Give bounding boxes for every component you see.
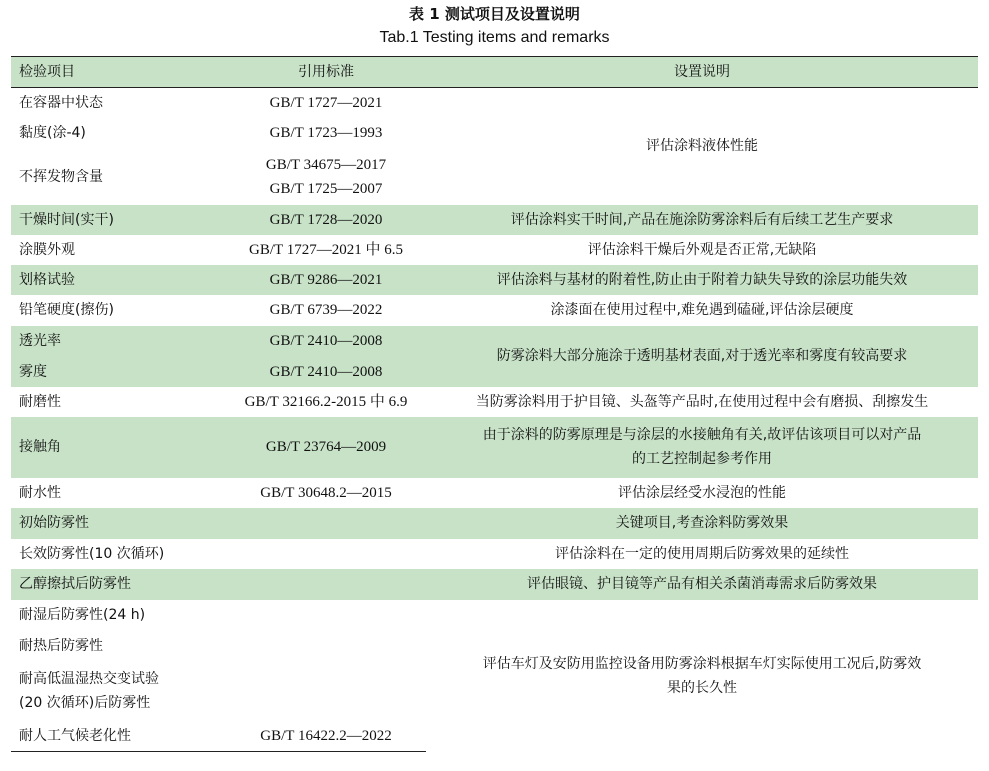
item-cell: 耐人工气候老化性 <box>11 721 226 752</box>
table-row <box>11 569 978 600</box>
table-row <box>11 235 978 265</box>
table-row <box>11 265 978 295</box>
item-cell: 耐热后防雾性 <box>19 637 103 654</box>
item-line: (20 次循环)后防雾性 <box>19 694 151 711</box>
item-cell: 乙醇擦拭后防雾性 <box>19 576 131 592</box>
remarks-line: 果的长久性 <box>667 679 737 696</box>
table-row <box>11 478 978 508</box>
header-standard: 引用标准 <box>226 57 426 88</box>
standard-cell <box>226 149 426 205</box>
remarks-cell: 评估涂料干燥后外观是否正常,无缺陷 <box>587 241 817 258</box>
item-cell: 长效防雾性(10 次循环) <box>19 545 165 562</box>
table-row <box>11 387 978 417</box>
item-cell: 干燥时间(实干) <box>19 211 114 228</box>
header-row <box>11 57 978 88</box>
table-row <box>11 326 978 357</box>
standard-cell: GB/T 1727—2021 <box>269 94 383 111</box>
table-row <box>11 295 978 326</box>
table-title-cn: 表 1 测试项目及设置说明 <box>409 5 580 23</box>
remarks-cell: 评估涂料与基材的附着性,防止由于附着力缺失导致的涂层功能失效 <box>496 271 908 288</box>
item-cell: 黏度(涂-4) <box>19 125 86 141</box>
table-row <box>11 600 978 631</box>
remarks-cell <box>426 600 978 752</box>
standard-line: GB/T 34675—2017 <box>265 156 387 173</box>
standard-cell <box>226 661 426 721</box>
standard-line: GB/T 1725—2007 <box>269 180 383 197</box>
remarks-cell: 评估涂层经受水浸泡的性能 <box>618 484 786 501</box>
standard-cell: GB/T 16422.2—2022 <box>226 721 426 752</box>
standard-cell <box>226 569 426 600</box>
table-title-en: Tab.1 Testing items and remarks <box>379 29 610 46</box>
testing-items-table <box>11 56 978 752</box>
item-cell: 接触角 <box>19 439 61 455</box>
remarks-cell: 评估涂料实干时间,产品在施涂防雾涂料后有后续工艺生产要求 <box>510 211 894 228</box>
table-row <box>11 88 978 118</box>
item-cell <box>11 661 226 721</box>
standard-cell: GB/T 2410—2008 <box>269 333 383 349</box>
standard-cell: GB/T 32166.2-2015 中 6.9 <box>244 393 408 410</box>
remarks-cell: 涂漆面在使用过程中,难免遇到磕碰,评估涂层硬度 <box>550 302 854 318</box>
standard-cell: GB/T 1723—1993 <box>269 125 383 141</box>
table-row <box>11 508 978 539</box>
remarks-line: 评估车灯及安防用监控设备用防雾涂料根据车灯实际使用工况后,防雾效 <box>482 655 922 672</box>
remarks-cell: 关键项目,考查涂料防雾效果 <box>615 515 789 531</box>
standard-cell <box>226 508 426 539</box>
remarks-line: 由于涂料的防雾原理是与涂层的水接触角有关,故评估该项目可以对产品 <box>482 427 922 443</box>
item-line: 耐高低温湿热交变试验 <box>19 670 159 687</box>
item-cell: 耐磨性 <box>19 393 61 410</box>
header-remarks: 设置说明 <box>426 57 978 88</box>
standard-cell: GB/T 1727—2021 中 6.5 <box>249 241 403 258</box>
remarks-line: 的工艺控制起参考作用 <box>632 451 772 467</box>
standard-cell: GB/T 9286—2021 <box>269 271 383 288</box>
item-cell: 雾度 <box>19 363 47 380</box>
remarks-cell: 防雾涂料大部分施涂于透明基材表面,对于透光率和雾度有较高要求 <box>496 348 908 364</box>
item-cell: 初始防雾性 <box>19 515 89 531</box>
item-cell: 不挥发物含量 <box>19 168 103 185</box>
remarks-cell: 评估涂料在一定的使用周期后防雾效果的延续性 <box>555 545 849 562</box>
table-row <box>11 205 978 235</box>
item-cell: 涂膜外观 <box>19 241 75 258</box>
item-cell: 耐湿后防雾性(24 h) <box>19 607 146 623</box>
item-cell: 在容器中状态 <box>19 94 103 111</box>
standard-cell: GB/T 2410—2008 <box>269 363 383 380</box>
table-row <box>11 417 978 478</box>
standard-cell <box>226 539 426 569</box>
standard-cell: GB/T 1728—2020 <box>269 211 383 228</box>
standard-cell: GB/T 30648.2—2015 <box>260 484 392 501</box>
item-cell: 划格试验 <box>19 271 75 288</box>
remarks-cell: 当防雾涂料用于护目镜、头盔等产品时,在使用过程中会有磨损、刮擦发生 <box>475 393 929 410</box>
item-cell: 透光率 <box>19 333 61 349</box>
item-cell: 铅笔硬度(擦伤) <box>19 302 114 318</box>
item-cell: 耐水性 <box>19 484 61 501</box>
table-row <box>11 539 978 569</box>
standard-cell: GB/T 6739—2022 <box>269 302 383 318</box>
remarks-cell <box>426 417 978 478</box>
remarks-cell: 评估涂料液体性能 <box>646 138 758 155</box>
standard-cell: GB/T 23764—2009 <box>265 439 387 455</box>
standard-cell <box>226 631 426 661</box>
header-item: 检验项目 <box>11 57 226 88</box>
remarks-cell: 评估眼镜、护目镜等产品有相关杀菌消毒需求后防雾效果 <box>527 576 877 592</box>
standard-cell <box>226 600 426 631</box>
